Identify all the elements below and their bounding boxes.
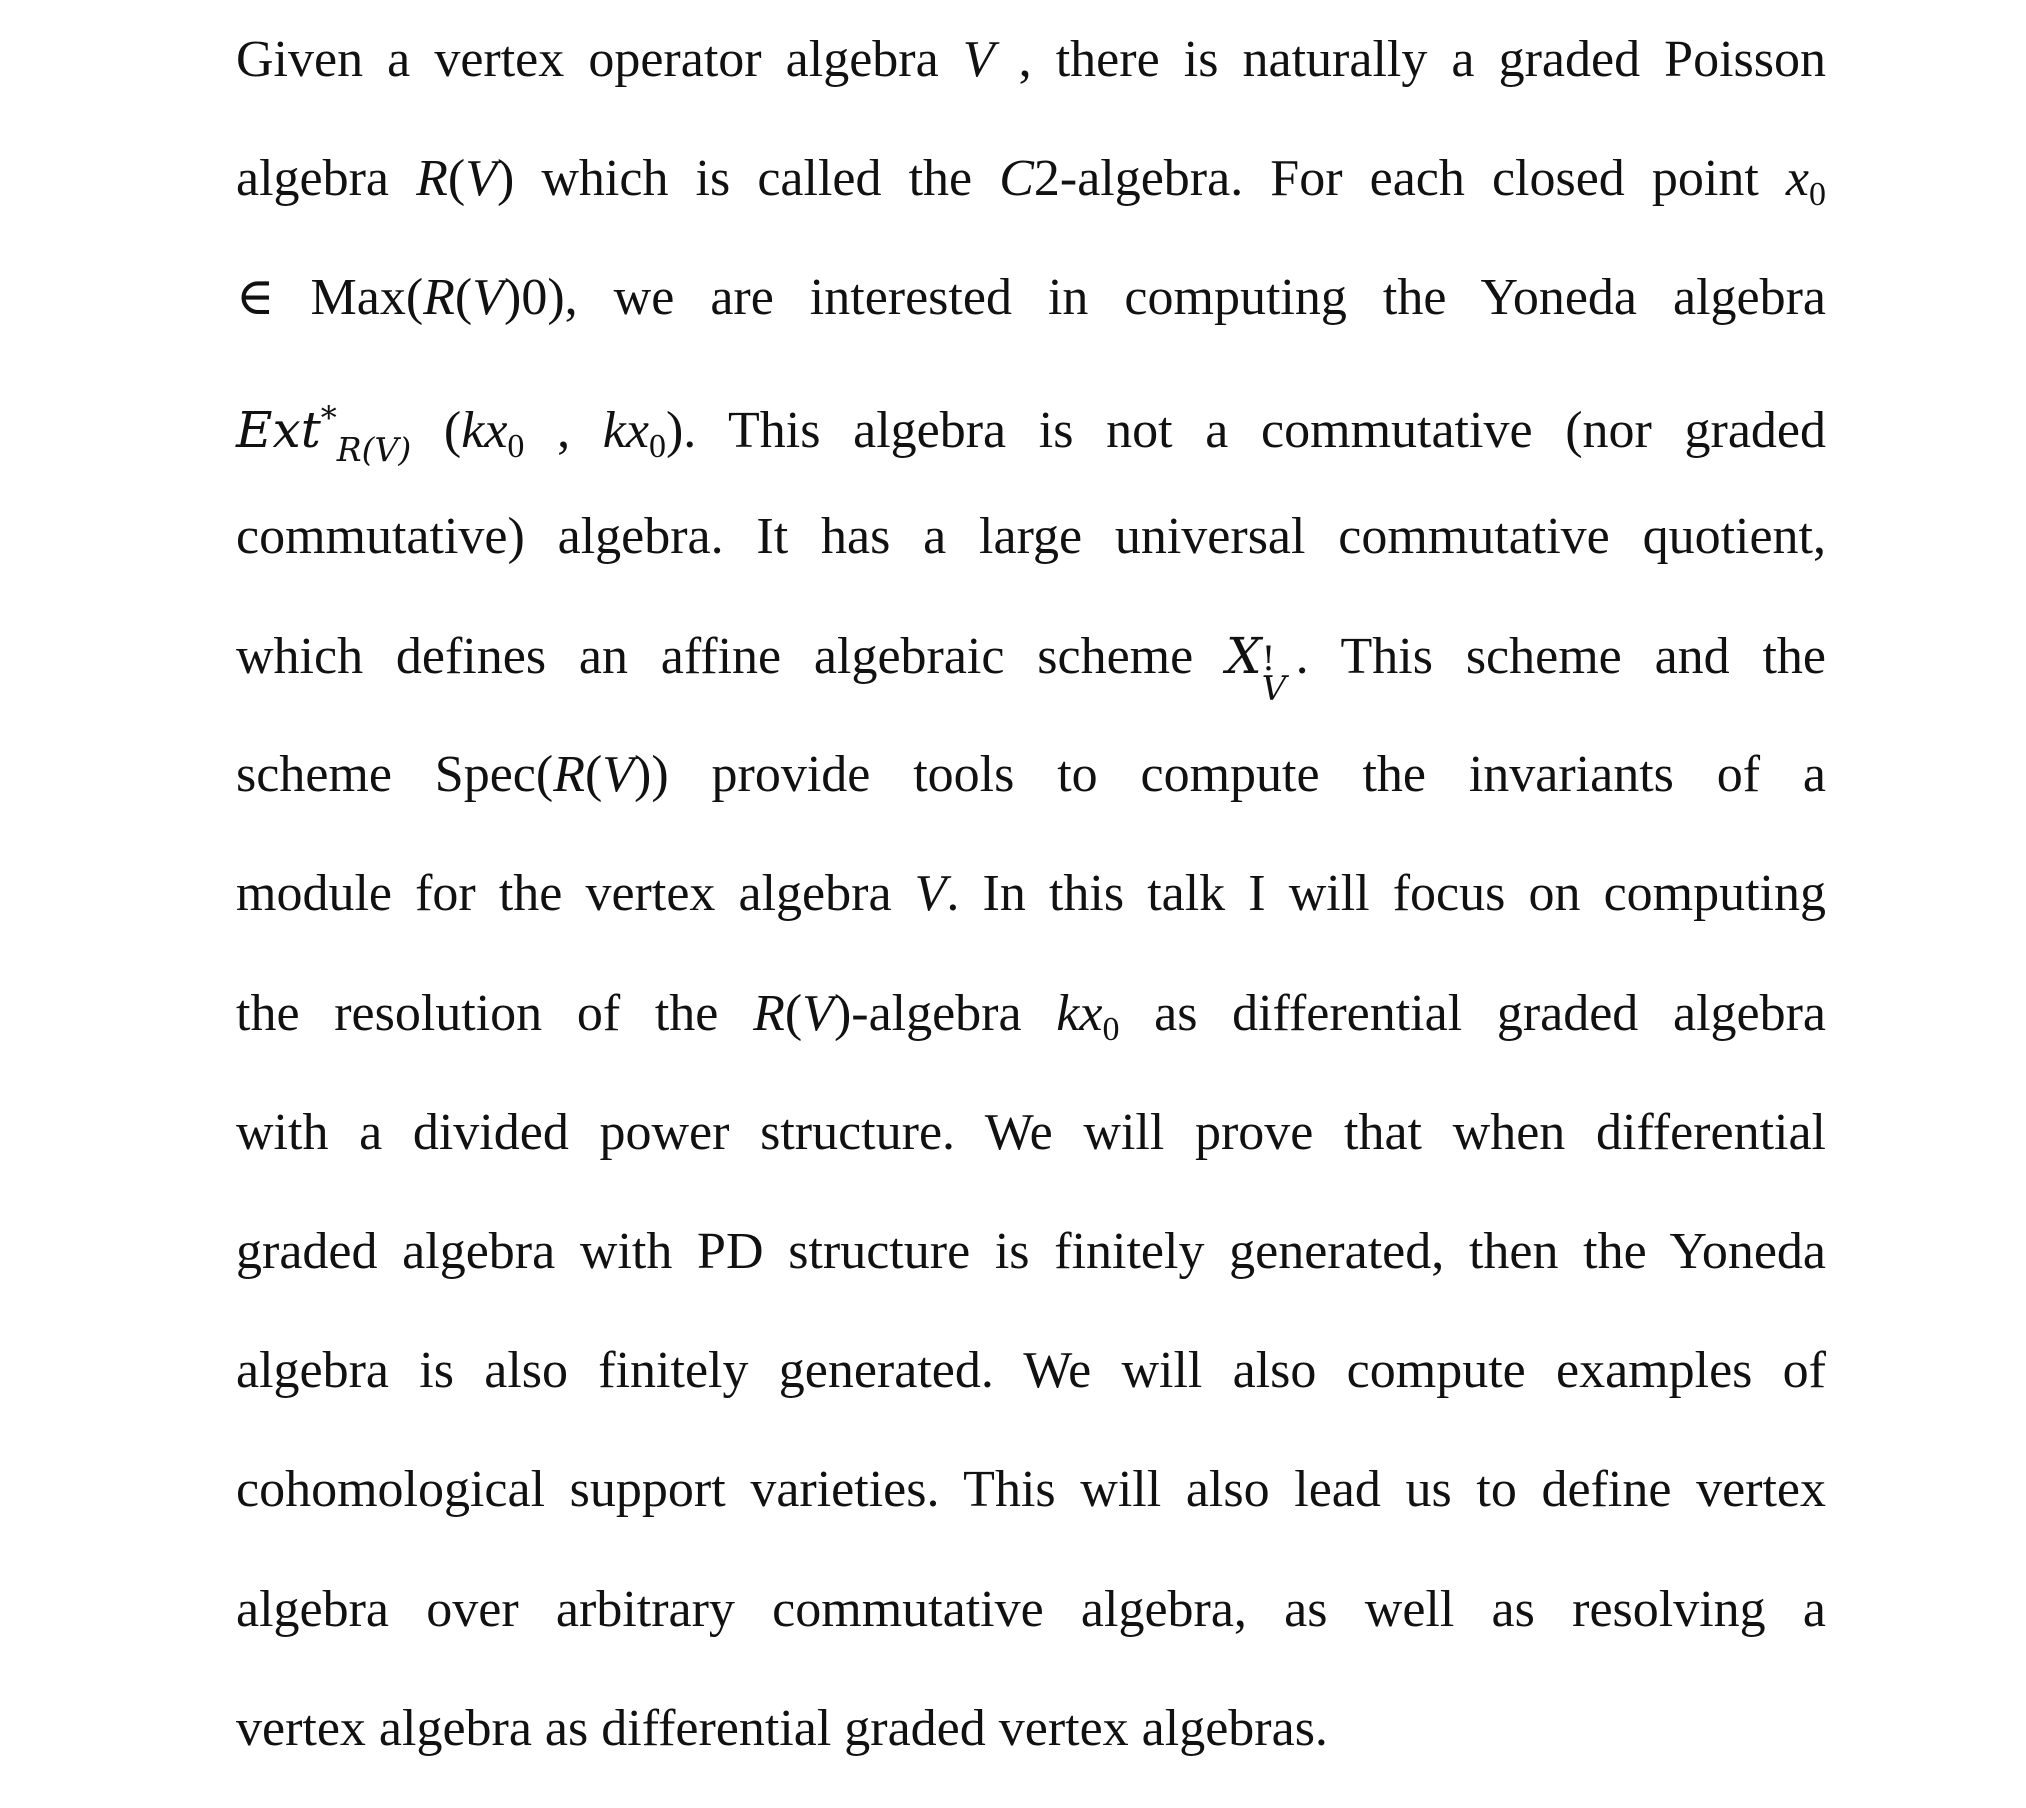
math-variable: R [553, 746, 585, 804]
math-variable: R [416, 150, 448, 208]
text-run: )-algebra [833, 984, 1057, 1042]
text-run: )) provide tools to compute the invariants of a [634, 746, 1826, 804]
text-run: . This scheme and the [1295, 628, 1827, 685]
text-line [236, 854, 1826, 934]
text-run: graded algebra with PD structure is finitely generated, then the Yoneda [236, 1223, 1826, 1280]
subscript: 0 [507, 427, 525, 465]
text-run: , [524, 401, 603, 459]
math-subscript: R(V) [336, 429, 412, 469]
text-run: ) which is called the [496, 150, 1000, 208]
text-line [236, 1212, 1826, 1292]
text-run: vertex algebra as differential graded vertex algebras. [236, 1699, 1328, 1757]
math-variable: V [602, 746, 635, 804]
math-variable: kx [461, 401, 508, 459]
text-run: ( [584, 746, 603, 804]
math-variable: V [914, 865, 947, 923]
text-run: scheme Spec( [236, 746, 554, 804]
text-run: ( [447, 150, 466, 208]
text-run: with a divided power structure. We will prove that when differential [236, 1103, 1826, 1161]
math-superscript: ! [1261, 639, 1276, 680]
text-run: ( [411, 401, 462, 459]
math-variable: V [962, 31, 995, 88]
math-variable: V [802, 984, 834, 1042]
math-variable: kx [602, 401, 649, 459]
text-line [236, 139, 1826, 219]
math-variable: kx [1056, 984, 1103, 1042]
text-run: commutative) algebra. It has a large universal commutative quotient, [236, 507, 1826, 565]
text-run: algebra [236, 150, 417, 208]
text-line [236, 735, 1826, 815]
math-scripts [1261, 631, 1296, 710]
text-run: module for the vertex algebra [236, 865, 915, 923]
text-run: ( [454, 269, 473, 327]
text-run: 2-algebra. For each closed point [1033, 150, 1786, 208]
subscript: 0 [1808, 176, 1826, 214]
math-superscript: * [320, 398, 337, 437]
subscript: 0 [1102, 1010, 1120, 1048]
text-run: as differential graded algebra [1119, 984, 1826, 1042]
text-line [236, 1450, 1826, 1530]
text-line [236, 258, 1826, 338]
text-run: ∈ Max( [236, 269, 424, 327]
text-run: the resolution of the [236, 984, 754, 1042]
math-variable: x [1785, 150, 1809, 208]
math-symbol: Ext [236, 400, 321, 459]
text-line [236, 974, 1826, 1054]
text-line [236, 1093, 1826, 1173]
text-run: ( [784, 984, 803, 1042]
text-run: algebra over arbitrary commutative algebra, as well as resolving a [236, 1580, 1826, 1638]
text-run: algebra is also finitely generated. We will also compute examples of [236, 1342, 1826, 1400]
text-run: . In this talk I will focus on computing [946, 865, 1827, 923]
text-line [236, 20, 1826, 100]
math-variable: V [465, 150, 497, 208]
text-line [236, 378, 1826, 469]
text-run: ). This algebra is not a commutative (nor graded [665, 401, 1826, 459]
text-run: cohomological support varieties. This will also lead us to define vertex [236, 1461, 1826, 1519]
math-subscript: V [1261, 669, 1287, 710]
text-line [236, 1689, 1826, 1769]
text-line [236, 1331, 1826, 1411]
math-variable: C [999, 150, 1034, 208]
text-run: Given a vertex operator algebra [236, 31, 963, 88]
text-line [236, 497, 1826, 577]
text-run: )0), we are interested in computing the Yoneda algebra [504, 269, 1827, 327]
math-variable: R [753, 984, 785, 1042]
text-run: , there is naturally a graded Poisson [994, 31, 1826, 88]
text-line [236, 1570, 1826, 1650]
text-run: which defines an affine algebraic scheme [236, 628, 1227, 685]
math-symbol: X [1226, 627, 1262, 685]
math-variable: V [472, 269, 505, 327]
text-line [236, 616, 1827, 710]
subscript: 0 [648, 427, 666, 465]
math-variable: R [423, 269, 455, 327]
